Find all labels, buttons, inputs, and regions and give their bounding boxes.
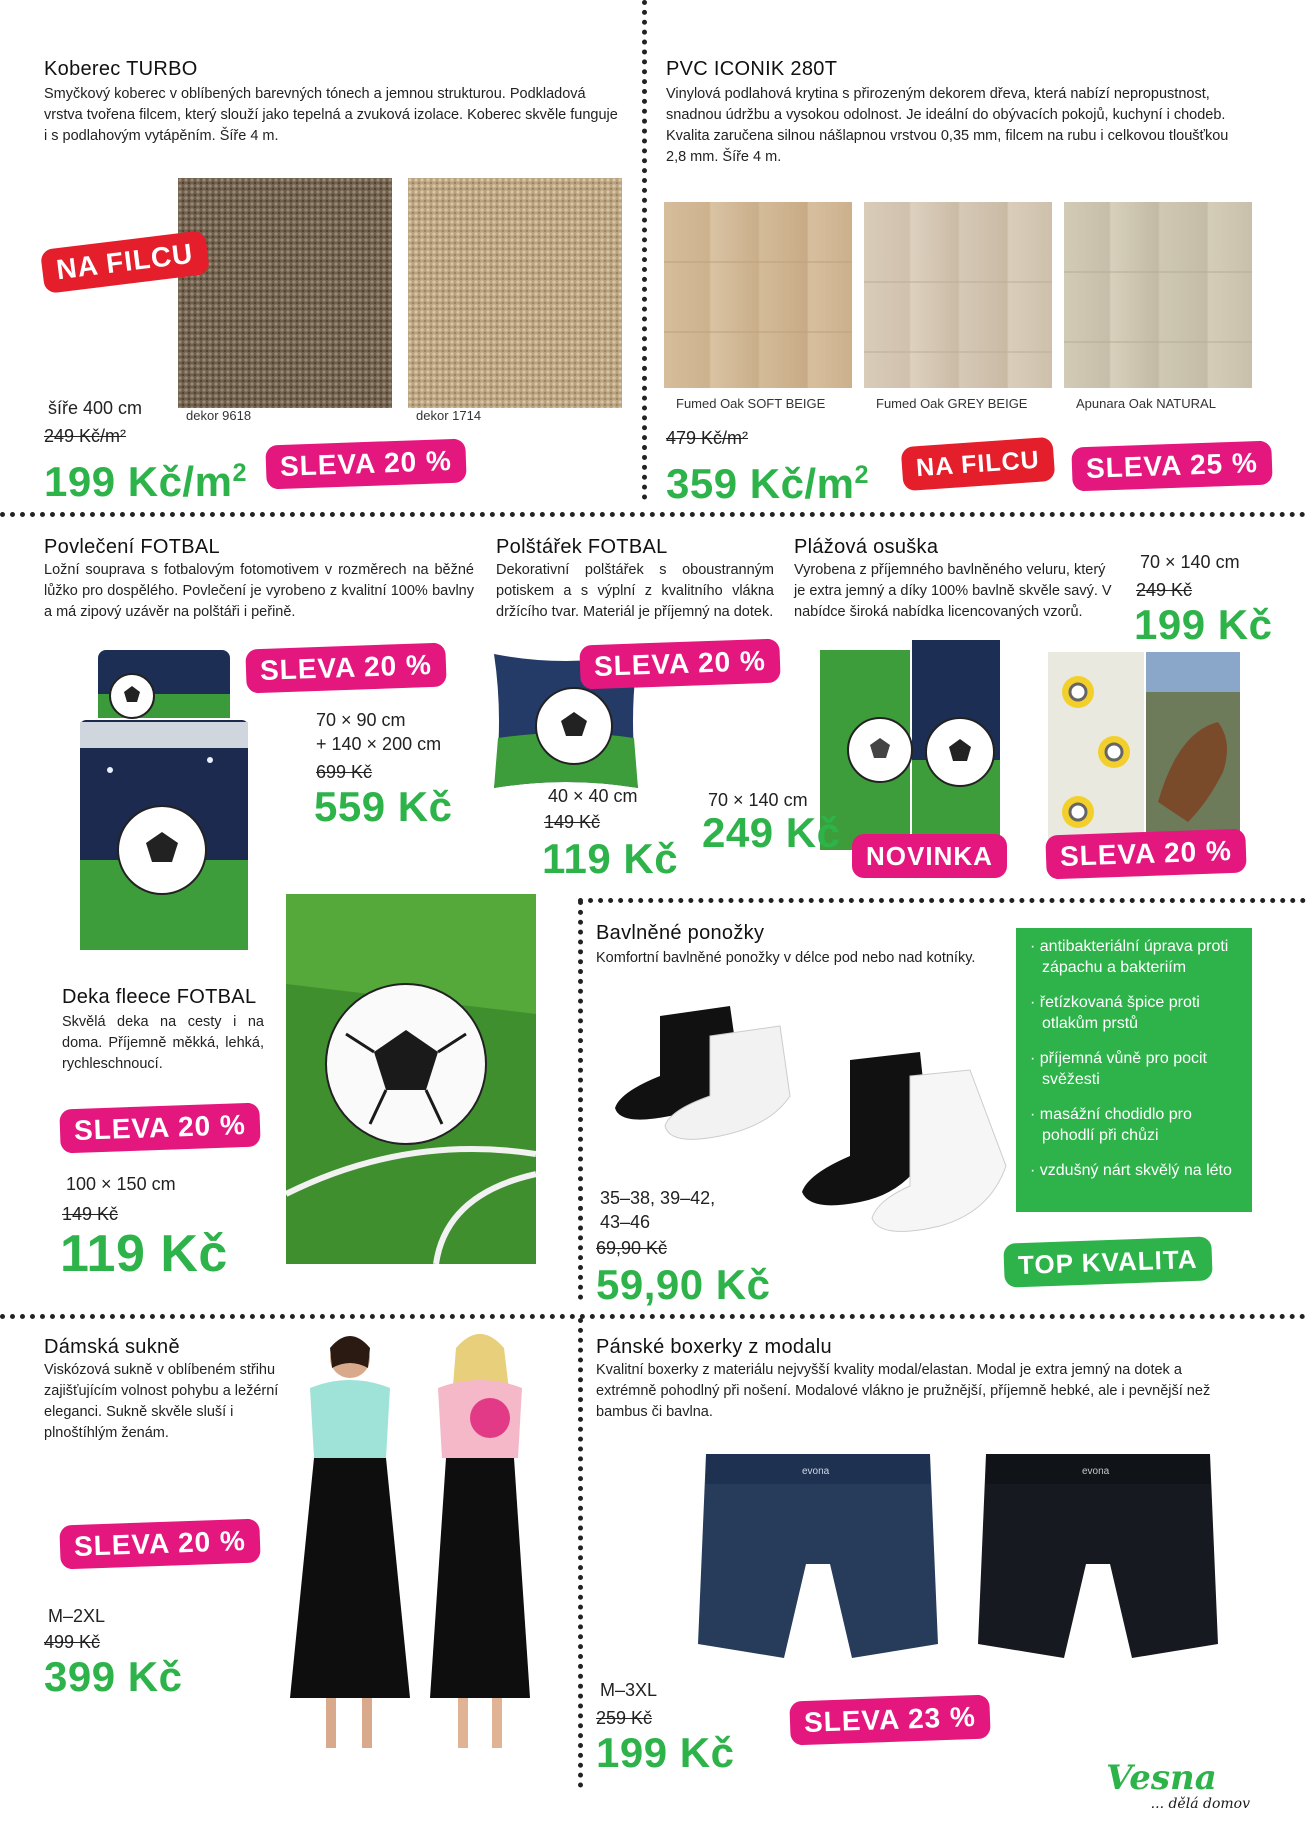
pvc-wood-grain-3 bbox=[1064, 202, 1252, 388]
boxers-photo bbox=[680, 1444, 1240, 1674]
vesna-logo-tagline: ... dělá domov bbox=[1150, 1796, 1250, 1812]
skirt-models-photo bbox=[280, 1328, 550, 1768]
towel-title: Plážová osuška bbox=[794, 536, 939, 558]
carpet-price-value: 199 Kč/m bbox=[44, 458, 233, 505]
pillow-old-price: 149 Kč bbox=[544, 812, 601, 832]
towel-old-price-b: 249 Kč bbox=[1136, 580, 1193, 600]
divider-row-3 bbox=[0, 1314, 1306, 1319]
towel-football-photo bbox=[820, 640, 1000, 850]
vesna-logo bbox=[1106, 1760, 1256, 1824]
socks-feature-3: · příjemná vůně pro pocit svěžesti bbox=[1030, 1050, 1207, 1088]
carpet-texture-dark-image bbox=[178, 178, 392, 408]
towel-price-b: 199 Kč bbox=[1134, 601, 1273, 648]
divider-top-vertical bbox=[642, 0, 647, 500]
carpet-felt-badge: NA FILCU bbox=[40, 230, 210, 294]
carpet-decor-2: dekor 1714 bbox=[416, 408, 482, 423]
pvc-sample-grey-beige bbox=[864, 202, 1052, 388]
towel-size-b: 70 × 140 cm bbox=[1140, 552, 1240, 572]
socks-feature-4-text: masážní chodidlo pro pohodlí při chůzi bbox=[1039, 1106, 1192, 1144]
pvc-felt-badge: NA FILCU bbox=[901, 437, 1055, 491]
skirt-price: 399 Kč bbox=[44, 1653, 183, 1700]
carpet-price-sup: 2 bbox=[232, 459, 247, 487]
pvc-price bbox=[666, 452, 869, 507]
socks-quality-badge: TOP KVALITA bbox=[1003, 1236, 1212, 1287]
pvc-wood-grain-1 bbox=[664, 202, 852, 388]
pvc-wood-grain-2 bbox=[864, 202, 1052, 388]
socks-price: 59,90 Kč bbox=[596, 1261, 771, 1308]
socks-feature-1: · antibakteriální úprava proti zápachu a bakteriím bbox=[1030, 938, 1229, 976]
socks-feature-3-text: příjemná vůně pro pocit svěžesti bbox=[1039, 1050, 1207, 1088]
boxers-brand-label-1: evona bbox=[802, 1466, 830, 1477]
pvc-sample-soft-beige bbox=[664, 202, 852, 388]
boxers-description: Kvalitní boxerky z materiálu nejvyšší kvality modal/elastan. Modal je extra jemný na dotek a extrémně pohodlný při nošení. Modalové vlákno je pružnější, příjemně hebké, ale i pevnější než bambus či bavlna. bbox=[596, 1362, 1211, 1420]
boxers-brand-label-2: evona bbox=[1082, 1466, 1110, 1477]
pillow-price: 119 Kč bbox=[542, 835, 679, 882]
bedding-description: Ložní souprava s fotbalovým fotomotivem v rozměrech na běžné lůžko pro dospělého. Povlečení je vyrobeno z kvalitní 100% bavlny a má zipový uzávěr na polštáři i peřině. bbox=[44, 562, 474, 620]
bedding-size-2: + 140 × 200 cm bbox=[316, 734, 442, 754]
skirt-old-price: 499 Kč bbox=[44, 1632, 101, 1652]
boxers-size: M–3XL bbox=[600, 1680, 658, 1700]
socks-feature-4: · masážní chodidlo pro pohodlí při chůzi bbox=[1030, 1106, 1192, 1144]
carpet-discount-badge: SLEVA 20 % bbox=[265, 439, 466, 490]
pvc-decor-3: Apunara Oak NATURAL bbox=[1076, 396, 1216, 411]
skirt-discount-badge: SLEVA 20 % bbox=[59, 1519, 260, 1570]
towel-size-a: 70 × 140 cm bbox=[708, 790, 808, 810]
pvc-sample-natural bbox=[1064, 202, 1252, 388]
divider-bottom-vertical bbox=[578, 1318, 583, 1788]
divider-row-1 bbox=[0, 512, 1306, 517]
carpet-sample-dark bbox=[178, 178, 392, 408]
divider-socks-top bbox=[578, 898, 1306, 903]
skirt-models-image bbox=[280, 1328, 550, 1768]
divider-socks-left bbox=[578, 900, 583, 1300]
socks-title: Bavlněné ponožky bbox=[596, 922, 765, 944]
blanket-old-price: 149 Kč bbox=[62, 1204, 119, 1224]
pvc-description: Vinylová podlahová krytina s přirozeným dekorem dřeva, která nabízí nepropustnost, snadnou údržbu a vysokou odolnost. Je ideální do obývacích pokojů, kuchyní i chodeb. Kvalita zaručena silnou nášlapnou vrstvou 0,35 mm, filcem na rubu i celkovou tloušťkou 2,8 mm. Šíře 4 m. bbox=[666, 86, 1229, 165]
carpet-width: šíře 400 cm bbox=[48, 398, 143, 418]
carpet-texture-light-image bbox=[408, 178, 622, 408]
socks-feature-1-text: antibakteriální úprava proti zápachu a bakteriím bbox=[1039, 938, 1229, 976]
bedding-discount-badge: SLEVA 20 % bbox=[245, 643, 446, 694]
boxers-discount-badge: SLEVA 23 % bbox=[789, 1695, 990, 1746]
towel-discount-badge: SLEVA 20 % bbox=[1045, 829, 1246, 880]
boxers-image bbox=[680, 1444, 1240, 1674]
bedding-size-1: 70 × 90 cm bbox=[316, 710, 406, 730]
pillow-size: 40 × 40 cm bbox=[548, 786, 638, 806]
blanket-description: Skvělá deka na cesty i na doma. Příjemně měkká, lehká, rychleschnoucí. bbox=[62, 1014, 264, 1072]
pillow-description: Dekorativní polštářek s oboustranným potiskem a s výplní z kvalitního vlákna držícího tvar. Materiál je příjemný na dotek. bbox=[496, 562, 774, 620]
pillow-title: Polštářek FOTBAL bbox=[496, 536, 668, 558]
bedding-price: 559 Kč bbox=[314, 783, 453, 830]
blanket-image bbox=[286, 894, 536, 1264]
towel-price-a: 249 Kč bbox=[702, 809, 841, 856]
blanket-discount-badge: SLEVA 20 % bbox=[59, 1103, 260, 1154]
skirt-title: Dámská sukně bbox=[44, 1336, 180, 1358]
boxers-old-price: 259 Kč bbox=[596, 1708, 653, 1728]
towel-football-images bbox=[820, 640, 1000, 850]
socks-feature-2: · řetízkovaná špice proti otlakům prstů bbox=[1030, 994, 1200, 1032]
socks-feature-2-text: řetízkovaná špice proti otlakům prstů bbox=[1039, 994, 1200, 1032]
skirt-size: M–2XL bbox=[48, 1606, 106, 1626]
socks-features-list bbox=[1016, 928, 1252, 1181]
socks-sizes: 35–38, 39–42, 43–46 bbox=[600, 1188, 716, 1232]
boxers-title: Pánské boxerky z modalu bbox=[596, 1336, 832, 1358]
bedding-old-price: 699 Kč bbox=[316, 762, 373, 782]
blanket-title: Deka fleece FOTBAL bbox=[62, 986, 257, 1008]
socks-features-box bbox=[1016, 928, 1252, 1212]
towel-new-badge: NOVINKA bbox=[852, 834, 1007, 878]
bedding-image bbox=[80, 650, 248, 950]
pvc-old-price: 479 Kč/m² bbox=[666, 428, 749, 448]
socks-description: Komfortní bavlněné ponožky v délce pod nebo nad kotníky. bbox=[596, 950, 976, 966]
carpet-description: Smyčkový koberec v oblíbených barevných tónech a jemnou strukturou. Podkladová vrstva tvořena filcem, který slouží jako tepelná a zvuková izolace. Koberec skvěle funguje i s podlahovým vytápěním. Šíře 4 m. bbox=[44, 86, 618, 144]
pillow-discount-badge: SLEVA 20 % bbox=[579, 639, 780, 690]
pvc-decor-2: Fumed Oak GREY BEIGE bbox=[876, 396, 1028, 411]
blanket-size: 100 × 150 cm bbox=[66, 1174, 176, 1194]
bedding-title: Povlečení FOTBAL bbox=[44, 536, 220, 558]
towel-licensed-photo bbox=[1048, 652, 1240, 842]
socks-old-price: 69,90 Kč bbox=[596, 1238, 668, 1258]
boxers-price: 199 Kč bbox=[596, 1729, 735, 1776]
skirt-description: Viskózová sukně v oblíbeném střihu zajišťujícím volnost pohybu a ležérní eleganci. Sukně skvěle sluší i plnoštíhlým ženám. bbox=[44, 1362, 279, 1441]
socks-feature-5-text: vzdušný nárt skvělý na léto bbox=[1039, 1162, 1232, 1179]
blanket-price: 119 Kč bbox=[60, 1225, 228, 1283]
pvc-price-sup: 2 bbox=[854, 461, 869, 489]
blanket-football-photo bbox=[286, 894, 536, 1264]
bedding-football-photo bbox=[80, 650, 248, 950]
carpet-sample-light bbox=[408, 178, 622, 408]
socks-feature-5: · vzdušný nárt skvělý na léto bbox=[1030, 1162, 1232, 1179]
pvc-title: PVC ICONIK 280T bbox=[666, 58, 838, 80]
carpet-price bbox=[44, 450, 247, 505]
pvc-decor-1: Fumed Oak SOFT BEIGE bbox=[676, 396, 826, 411]
carpet-decor-1: dekor 9618 bbox=[186, 408, 252, 423]
pvc-price-value: 359 Kč/m bbox=[666, 460, 855, 507]
towel-licensed-images bbox=[1048, 652, 1240, 842]
vesna-logo-name: Vesna bbox=[1106, 1758, 1217, 1798]
pvc-discount-badge: SLEVA 25 % bbox=[1071, 441, 1272, 492]
towel-description: Vyrobena z příjemného bavlněného veluru, který je extra jemný a díky 100% bavlně skvěle savý. V nabídce široká nabídka licencovaných vzorů. bbox=[794, 562, 1112, 620]
carpet-old-price: 249 Kč/m² bbox=[44, 426, 127, 446]
carpet-title: Koberec TURBO bbox=[44, 58, 198, 80]
